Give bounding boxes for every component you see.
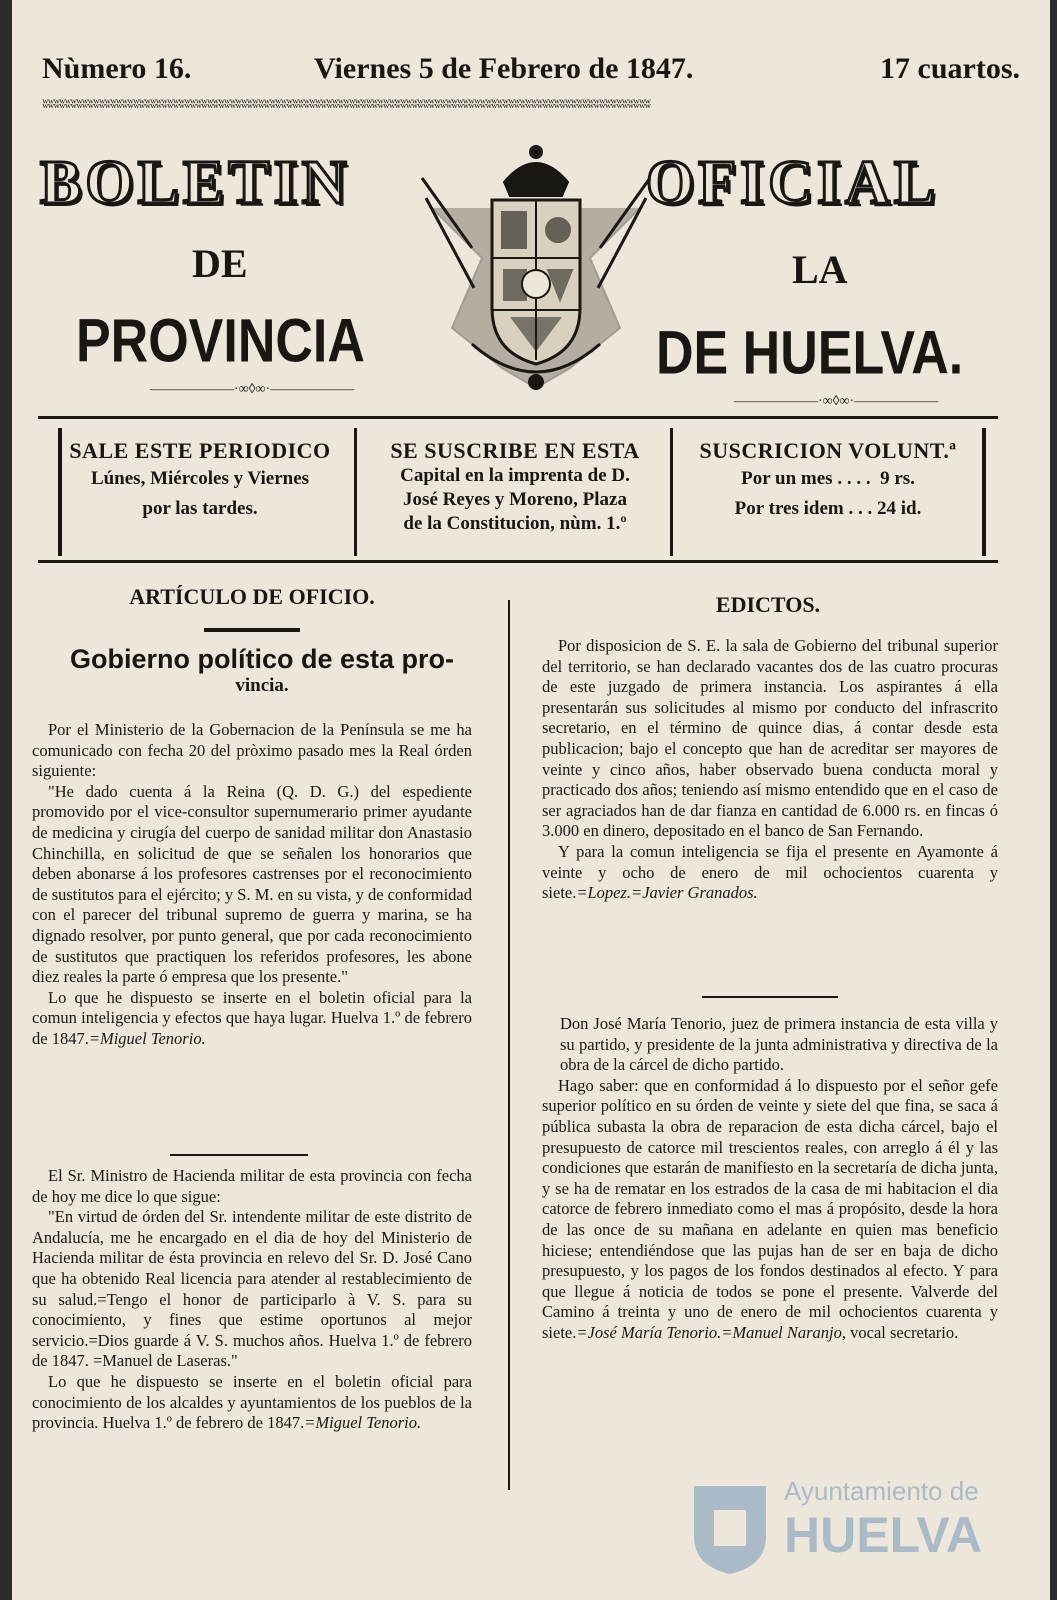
column-rule	[508, 600, 510, 1490]
masthead-la: LA	[792, 247, 848, 292]
box1-title: SALE ESTE PERIODICO	[69, 438, 331, 463]
signature: =Miguel Tenorio.	[304, 1413, 422, 1433]
left-column-text-1	[32, 720, 472, 1050]
masthead-de-huelva: DE HUELVA.	[656, 319, 964, 388]
box1-line1: Lúnes, Miércoles y Viernes	[90, 468, 310, 489]
box-divider-2	[670, 428, 673, 556]
ornament-left: ——————·∞◊∞·——————	[150, 382, 355, 397]
section-title-oficio: ARTÍCULO DE OFICIO.	[129, 584, 375, 609]
masthead-oficial: OFICIAL	[646, 149, 940, 217]
paragraph: Don José María Tenorio, juez de primera instancia de esta villa y su partido, y presidente de la junta administrativa y directiva de la obra de la cárcel de dicho partido.	[560, 1014, 998, 1075]
box2-line3: de la Constitucion, nùm. 1.º	[403, 513, 627, 534]
paragraph: "En virtud de órden del Sr. intendente militar de este distrito de Andalucía, me he encargado en el dia de hoy del Ministerio de Hacienda militar de ésta provincia en relevo del Sr. D. José Cano que ha obtenido Real licencia para atender al restablecimiento de su salud.=Tengo el honor de participarlo à V. S. para su conocimiento, y fines que estime oportunos al mejor servicio.=Dios guarde á V. S. muchos años. Huelva 1.º de febrero de 1847. =Manuel de Laseras."	[32, 1207, 472, 1371]
box3-line2: Por tres idem . . . 24 id.	[734, 498, 922, 519]
right-column-text-1	[542, 636, 998, 904]
ornament-right: ——————·∞◊∞·——————	[734, 394, 939, 409]
box3-line1: Por un mes . . . . 9 rs.	[741, 468, 915, 489]
masthead-de: DE	[192, 241, 248, 286]
header-rule-top	[38, 416, 998, 419]
info-box-price	[676, 438, 980, 550]
masthead-provincia: PROVINCIA	[76, 307, 365, 376]
watermark-line1: Ayuntamiento de	[784, 1476, 979, 1506]
archive-watermark	[688, 1472, 1028, 1592]
paragraph: Lo que he dispuesto se inserte en el boletin oficial para la comun inteligencia y efectos que haya lugar. Huelva 1.º de febrero de 1847.=Miguel Tenorio.	[32, 987, 472, 1048]
edict-divider	[702, 996, 838, 998]
section-divider	[204, 628, 300, 632]
issue-date: Viernes 5 de Febrero de 1847.	[314, 52, 694, 85]
info-box-schedule	[42, 438, 358, 550]
paragraph: Lo que he dispuesto se inserte en el boletin oficial para conocimiento de los alcaldes y ayuntamientos de los pueblos de la provincia. Huelva 1.º de febrero de 1847.=Miguel Tenorio.	[32, 1371, 472, 1433]
right-column-text-2	[542, 1014, 998, 1344]
issue-line	[42, 52, 1020, 88]
paragraph: "He dado cuenta á la Reina (Q. D. G.) del espediente promovido por el vice-consultor supernumerario primer ayudante de medicina y cirugía del cuerpo de sanidad militar don Anastasio Chinchilla, en solicitud de que se señalen los honorarios que deben abonarse á los profesores castrenses por el reconocimiento de sustitutos para el ejército; y S. M. en su vista, y de conformidad con el parecer del tribunal supremo de guerra y marina, se ha dignado resolver, por punto general, que por cada reconocimiento de sustitutos que practiquen los referidos profesores, les abone diez reales la parte ó empresa que los presente."	[32, 781, 472, 987]
left-column-text-2	[32, 1166, 472, 1434]
signature: =Miguel Tenorio.	[88, 1028, 206, 1048]
masthead-boletin: BOLETIN	[40, 149, 351, 217]
paragraph: Por disposicion de S. E. la sala de Gobierno del tribunal superior del territorio, se han declarado vacantes dos de las cuatro procuras de este juzgado de primera instancia. Los aspirantes á ella presentarán sus solicitudes al mismo por conducto del infrascrito secretario, en el término de quince dias, á contar desde esta publicacion; bajo el concepto que han de acreditar ser mayores de veinte y cinco años, haber observado buena conducta moral y practicado dos años; teniendo así mismo entendido que en el caso de ser agraciados han de dar fianza en cantidad de 6.000 rs. en fincas ó 3.000 en dinero, depositado en el banco de San Fernando.	[542, 636, 998, 841]
heading-line2: vincia.	[235, 675, 289, 696]
box2-line1: Capital en la imprenta de D.	[400, 465, 630, 486]
box2-line2: José Reyes y Moreno, Plaza	[403, 489, 627, 510]
signature: =José María Tenorio.=Manuel Naranjo,	[576, 1322, 846, 1342]
box3-title: SUSCRICION VOLUNT.ª	[699, 438, 957, 463]
article-divider	[170, 1154, 308, 1156]
section-title-edictos: EDICTOS.	[715, 592, 821, 617]
box2-title: SE SUSCRIBE EN ESTA	[390, 438, 640, 463]
paragraph: Por el Ministerio de la Gobernacion de la Península se me ha comunicado con fecha 20 del pròximo pasado mes la Real órden siguiente:	[32, 720, 472, 781]
info-box-subscribe	[360, 438, 670, 550]
paragraph: El Sr. Ministro de Hacienda militar de esta provincia con fecha de hoy me dice lo que sigue:	[32, 1166, 472, 1206]
heading-line1: Gobierno político de esta pro-	[69, 644, 455, 674]
box-border-right	[982, 428, 986, 556]
paragraph: Y para la comun inteligencia se fija el presente en Ayamonte á veinte y ocho de enero de mil ochocientos cuarenta y siete.=Lopez.=Javier Granados.	[542, 841, 998, 903]
issue-price: 17 cuartos.	[880, 52, 1020, 85]
box1-line2: por las tardes.	[142, 498, 258, 519]
issue-number: Nùmero 16.	[42, 52, 192, 85]
heading-gobierno	[32, 644, 492, 697]
city-shield-icon	[688, 1480, 772, 1576]
header-rule-bottom	[38, 560, 998, 563]
paragraph: Hago saber: que en conformidad á lo dispuesto por el señor gefe superior político en su órden de veinte y siete del que fina, se saca á pública subasta la obra de reparacion de esta dicha cárcel, bajo el presupuesto de catorce mil trescientos reales, con arreglo á él y las condiciones que estarán de manifiesto en la secretaría de dicha junta, y se ha de rematar en los estrados de la casa de mi habitacion el dia catorce de febrero inmediato como el mas á propósito, desde la hora de las once de su mañana en adelante en quien mas beneficio hiciese; entendiéndose que las pujas han de ser en baja de dicho presupuesto, y los pagos de los fondos destinados al efecto. Y para que llegue á noticia de todos se pone el presente. Valverde del Camino á treinta y uno de enero de mil ochocientos cuarenta y siete.=José María Tenorio.=Manuel Naranjo, vocal secretario.	[542, 1075, 998, 1342]
watermark-line2: HUELVA	[784, 1507, 983, 1563]
wavy-border: ʬʬʬʬʬʬʬʬʬʬʬʬʬʬʬʬʬʬʬʬʬʬʬʬʬʬʬʬʬʬʬʬʬʬʬʬʬʬʬʬʬʬʬʬʬʬʬʬʬʬʬʬʬʬʬʬʬʬʬʬʬʬʬʬʬʬʬʬʬʬʬʬʬʬʬʬʬʬʬʬʬʬʬʬʬʬʬʬʬʬʬʬʬʬʬʬʬʬʬʬʬʬʬʬʬʬʬ	[42, 96, 651, 110]
signature: =Lopez.=Javier Granados.	[576, 883, 758, 903]
royal-coat-of-arms-icon	[412, 138, 660, 396]
newspaper-page	[12, 0, 1050, 1600]
